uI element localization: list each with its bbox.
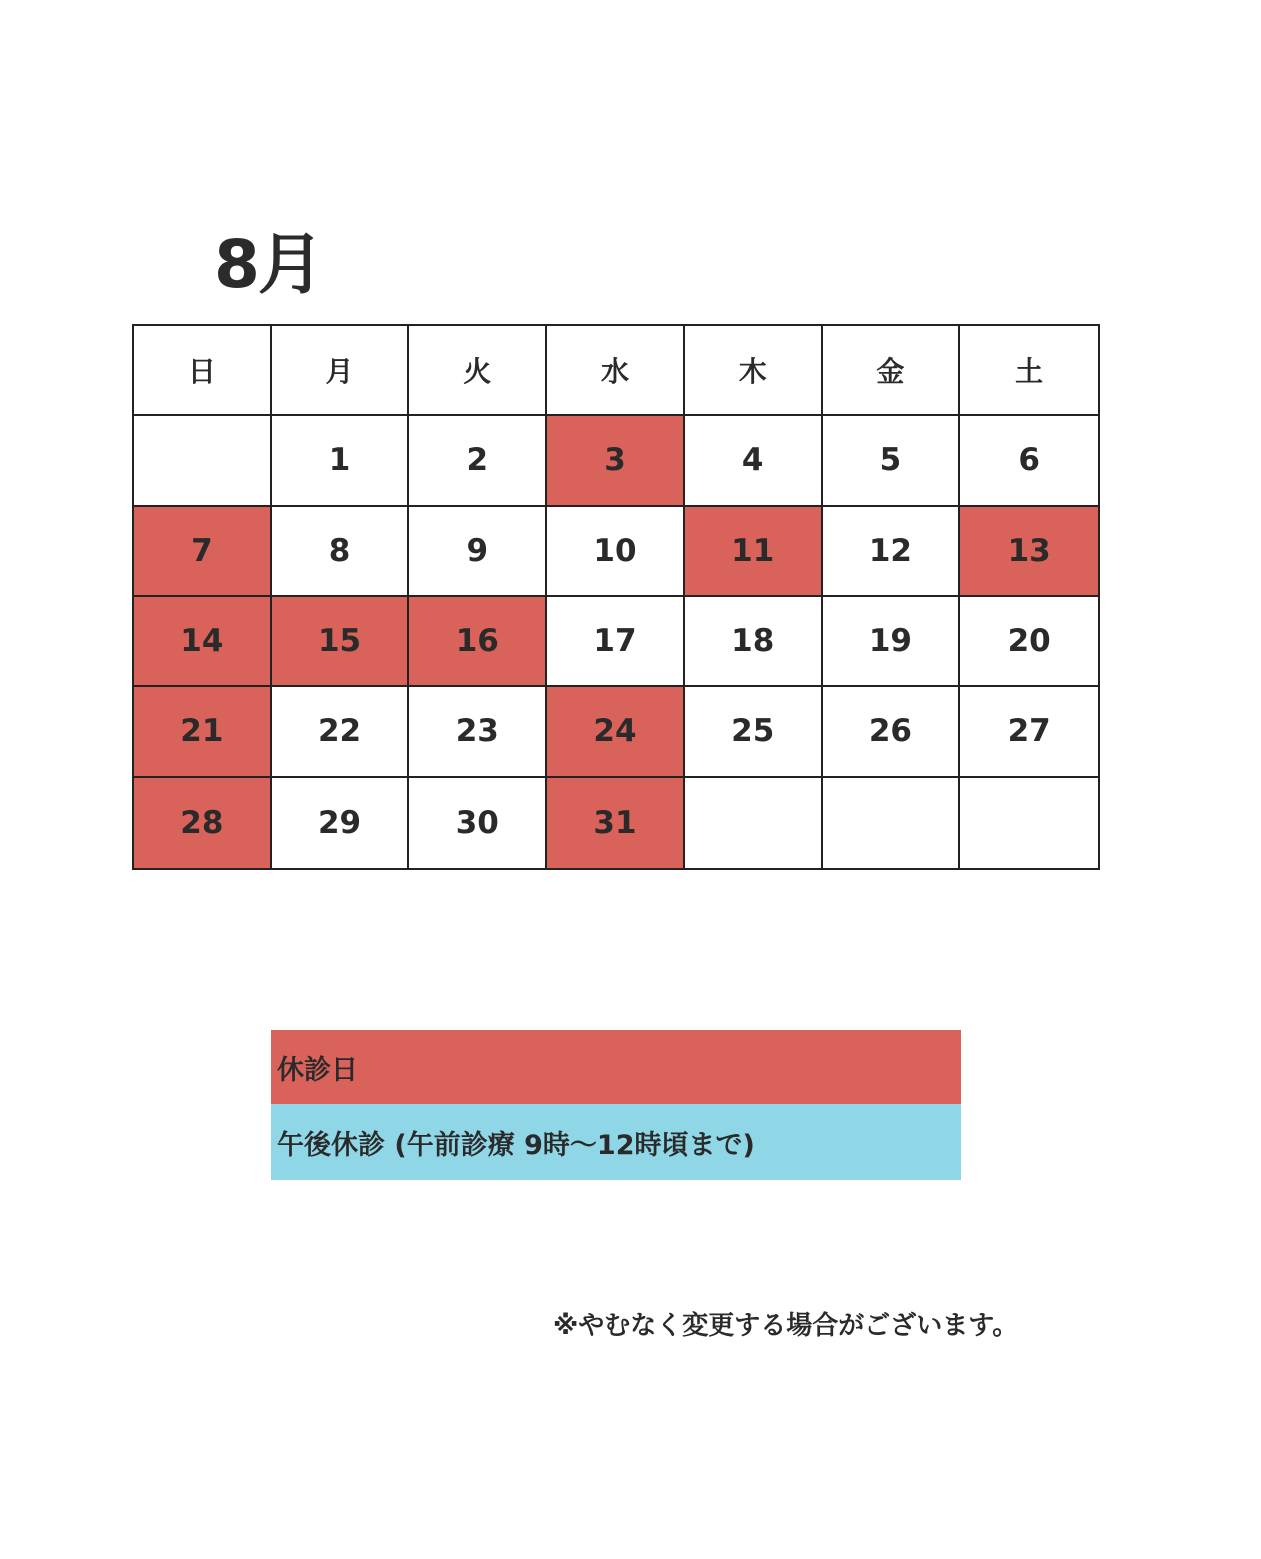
calendar-day-cell: 26 <box>823 687 961 777</box>
calendar-day-cell: 27 <box>960 687 1098 777</box>
calendar-empty-cell <box>823 778 961 868</box>
weekday-header: 水 <box>547 326 685 416</box>
calendar-day-cell: 3 <box>547 416 685 506</box>
change-notice: ※やむなく変更する場合がございます。 <box>553 1311 1019 1341</box>
calendar-day-cell: 11 <box>685 507 823 597</box>
calendar-empty-cell <box>960 778 1098 868</box>
weekday-header: 日 <box>134 326 272 416</box>
calendar-day-cell: 4 <box>685 416 823 506</box>
legend-closed-day: 休診日 <box>271 1030 961 1104</box>
calendar-empty-cell <box>134 416 272 506</box>
legend-afternoon-closed: 午後休診 (午前診療 9時～12時頃まで) <box>271 1104 961 1180</box>
calendar-day-cell: 24 <box>547 687 685 777</box>
calendar-day-cell: 17 <box>547 597 685 687</box>
calendar-day-cell: 2 <box>409 416 547 506</box>
calendar-grid <box>132 324 1100 870</box>
calendar-day-cell: 1 <box>272 416 410 506</box>
calendar-day-cell: 13 <box>960 507 1098 597</box>
calendar-day-cell: 10 <box>547 507 685 597</box>
calendar-day-cell: 6 <box>960 416 1098 506</box>
calendar-day-cell: 30 <box>409 778 547 868</box>
weekday-header: 火 <box>409 326 547 416</box>
calendar-day-cell: 31 <box>547 778 685 868</box>
calendar-day-cell: 5 <box>823 416 961 506</box>
weekday-header: 月 <box>272 326 410 416</box>
weekday-header: 土 <box>960 326 1098 416</box>
weekday-header: 木 <box>685 326 823 416</box>
calendar-day-cell: 29 <box>272 778 410 868</box>
calendar-day-cell: 15 <box>272 597 410 687</box>
calendar-day-cell: 16 <box>409 597 547 687</box>
calendar-day-cell: 19 <box>823 597 961 687</box>
calendar-day-cell: 25 <box>685 687 823 777</box>
weekday-header: 金 <box>823 326 961 416</box>
calendar-day-cell: 9 <box>409 507 547 597</box>
calendar-day-cell: 7 <box>134 507 272 597</box>
calendar-day-cell: 18 <box>685 597 823 687</box>
calendar-empty-cell <box>685 778 823 868</box>
legend <box>271 1030 961 1180</box>
calendar-day-cell: 28 <box>134 778 272 868</box>
calendar-day-cell: 20 <box>960 597 1098 687</box>
calendar-day-cell: 23 <box>409 687 547 777</box>
calendar-day-cell: 12 <box>823 507 961 597</box>
calendar-day-cell: 22 <box>272 687 410 777</box>
page-title: 8月 <box>214 226 322 303</box>
calendar-day-cell: 21 <box>134 687 272 777</box>
calendar-day-cell: 8 <box>272 507 410 597</box>
calendar-day-cell: 14 <box>134 597 272 687</box>
